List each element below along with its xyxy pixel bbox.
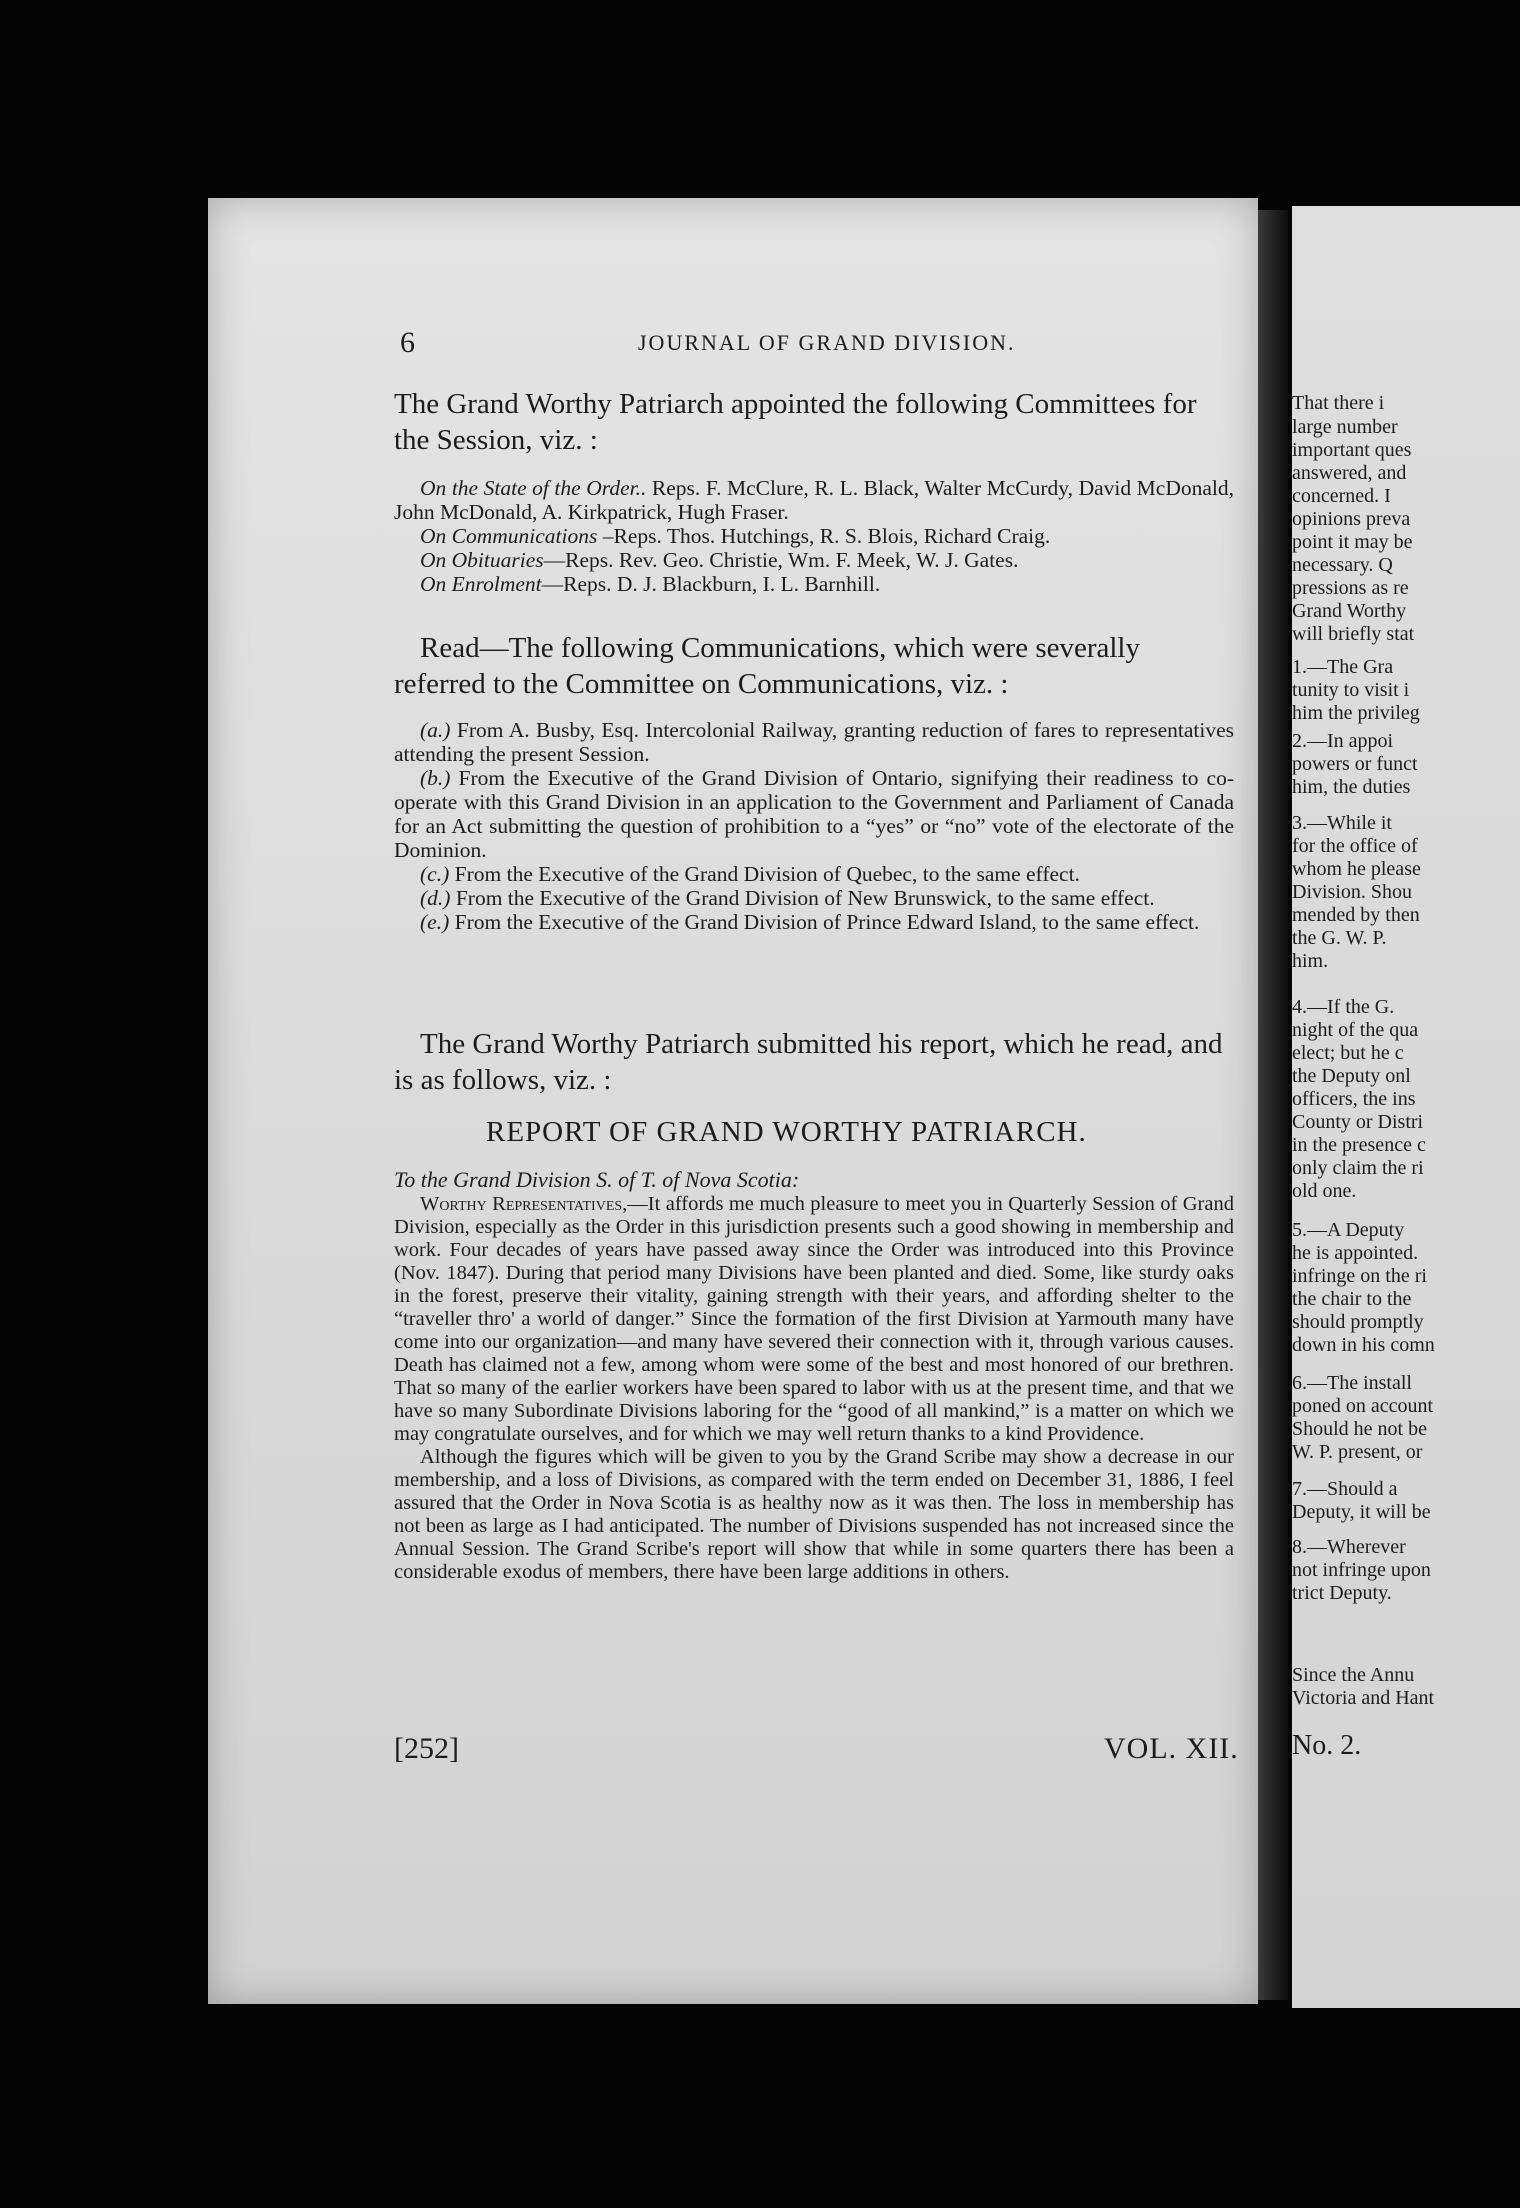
communication-text: From the Executive of the Grand Division of Quebec, to the same effect.	[454, 862, 1080, 886]
facing-line: answered, and	[1292, 462, 1407, 484]
facing-line: 1.—The Gra	[1292, 656, 1394, 678]
committee-members: Reps. F. McClure, R. L. Black, Walter McCurdy, David McDonald, John McDonald, A. Kirkpatrick, Hugh Fraser.	[394, 476, 1234, 524]
facing-line: pressions as re	[1292, 577, 1409, 599]
facing-line: the chair to the	[1292, 1288, 1412, 1310]
facing-line: large number	[1292, 416, 1398, 438]
committee-members: –Reps. Thos. Hutchings, R. S. Blois, Richard Craig.	[602, 524, 1051, 548]
communication-entry	[394, 766, 1234, 862]
running-head: JOURNAL OF GRAND DIVISION.	[638, 330, 1016, 355]
facing-line: powers or funct	[1292, 753, 1418, 775]
committee-list	[394, 476, 1234, 596]
communication-text: From the Executive of the Grand Division of Prince Edward Island, to the same effect.	[454, 910, 1200, 934]
facing-line: he is appointed.	[1292, 1242, 1419, 1264]
book-gutter	[1258, 210, 1288, 2000]
communication-label: (b.)	[420, 766, 451, 790]
facing-line: night of the qua	[1292, 1019, 1419, 1041]
report-intro	[394, 1026, 1234, 1098]
report-paragraph: Although the figures which will be given to you by the Grand Scribe may show a decrease in our membership, and a loss of Divisions, as compared with the term ended on December 31, 1886, I feel assured that the Order in Nova Scotia is as healthy now as it was then. The loss in membership has not been as large as I had anticipated. The number of Divisions suspended has not increased since the Annual Session. The Grand Scribe's report will show that while in some quarters there has been a considerable exodus of members, there have been large additions in others.	[394, 1446, 1234, 1583]
committee-title: On Obituaries	[420, 548, 544, 572]
facing-line: the Deputy onl	[1292, 1065, 1411, 1087]
facing-line: 2.—In appoi	[1292, 730, 1394, 752]
communication-entry	[394, 718, 1234, 766]
scanned-page-left	[208, 198, 1258, 2004]
communication-label: (e.)	[420, 910, 450, 934]
facing-line: infringe on the ri	[1292, 1265, 1427, 1287]
facing-page-number: No. 2.	[1292, 1730, 1362, 1761]
facing-line: him.	[1292, 950, 1329, 972]
facing-line: Division. Shou	[1292, 881, 1413, 903]
communication-label: (a.)	[420, 718, 451, 742]
report-intro-text: The Grand Worthy Patriarch submitted his report, which he read, and is as follows, viz. :	[394, 1028, 1223, 1096]
report-title: REPORT OF GRAND WORTHY PATRIARCH.	[486, 1116, 1087, 1148]
facing-line: old one.	[1292, 1180, 1357, 1202]
facing-line: 3.—While it	[1292, 812, 1392, 834]
facing-line: for the office of	[1292, 835, 1418, 857]
facing-line: opinions preva	[1292, 508, 1411, 530]
facing-line: elect; but he c	[1292, 1042, 1404, 1064]
report-paragraph	[394, 1193, 1234, 1446]
facing-line: concerned. I	[1292, 485, 1391, 507]
communications-list	[394, 718, 1234, 934]
facing-line: mended by then	[1292, 904, 1420, 926]
scanned-page-right	[1292, 206, 1520, 2008]
signature-mark: [252]	[394, 1732, 459, 1765]
facing-line: whom he please	[1292, 858, 1421, 880]
facing-line: necessary. Q	[1292, 554, 1393, 576]
facing-line: Deputy, it will be	[1292, 1501, 1431, 1523]
communications-intro	[394, 630, 1234, 702]
facing-line: 7.—Should a	[1292, 1478, 1398, 1500]
committee-entry	[394, 476, 1234, 524]
committees-intro	[394, 386, 1234, 458]
facing-line: W. P. present, or	[1292, 1441, 1423, 1463]
committee-title: On the State of the Order..	[420, 476, 647, 500]
facing-line: Since the Annu	[1292, 1664, 1415, 1686]
facing-line: poned on account	[1292, 1395, 1434, 1417]
facing-line: 6.—The install	[1292, 1372, 1412, 1394]
facing-line: 8.—Wherever	[1292, 1536, 1406, 1558]
committees-intro-text: The Grand Worthy Patriarch appointed the following Committees for the Session, viz. :	[394, 388, 1197, 456]
facing-line: the G. W. P.	[1292, 927, 1387, 949]
paragraph-lead: Worthy Representatives,	[420, 1193, 628, 1215]
volume-mark: VOL. XII.	[1104, 1732, 1239, 1765]
facing-line: officers, the ins	[1292, 1088, 1416, 1110]
committee-members: —Reps. Rev. Geo. Christie, Wm. F. Meek, W. J. Gates.	[543, 548, 1019, 572]
facing-line: him the privileg	[1292, 702, 1420, 724]
facing-line: Grand Worthy	[1292, 600, 1407, 622]
communications-intro-text: Read—The following Communications, which were severally referred to the Committee on Communications, viz. :	[394, 632, 1140, 700]
facing-line: tunity to visit i	[1292, 679, 1410, 701]
facing-line: County or Distri	[1292, 1111, 1424, 1133]
facing-line: in the presence c	[1292, 1134, 1426, 1156]
page-number: 6	[400, 326, 415, 359]
facing-line: important ques	[1292, 439, 1412, 461]
facing-line: 5.—A Deputy	[1292, 1219, 1405, 1241]
communication-entry	[394, 910, 1234, 934]
facing-line: 4.—If the G.	[1292, 996, 1395, 1018]
communication-text: From the Executive of the Grand Division of New Brunswick, to the same effect.	[455, 886, 1155, 910]
facing-line: him, the duties	[1292, 776, 1411, 798]
committee-title: On Enrolment	[420, 572, 542, 596]
facing-line: point it may be	[1292, 531, 1413, 553]
facing-line: not infringe upon	[1292, 1559, 1431, 1581]
committee-entry	[394, 524, 1234, 548]
committee-members: —Reps. D. J. Blackburn, I. L. Barnhill.	[541, 572, 881, 596]
communication-label: (d.)	[420, 886, 451, 910]
facing-line: Should he not be	[1292, 1418, 1427, 1440]
committee-entry	[394, 548, 1234, 572]
committee-entry	[394, 572, 1234, 596]
communication-text: From A. Busby, Esq. Intercolonial Railway, granting reduction of fares to representatives attending the present Session.	[394, 718, 1234, 766]
communication-entry	[394, 886, 1234, 910]
communication-entry	[394, 862, 1234, 886]
facing-line: That there i	[1292, 392, 1385, 414]
paragraph-text: —It affords me much pleasure to meet you in Quarterly Session of Grand Division, especially as the Order in this jurisdiction presents such a good showing in membership and work. Four decades of years have passed away since the Order was introduced into this Province (Nov. 1847). During that period many Divisions have been planted and died. Some, like sturdy oaks in the forest, preserve their vitality, gaining strength with their years, and affording shelter to the “traveller thro' a world of danger.” Since the formation of the first Division at Yarmouth many have come into our organization—and many have severed their connection with it, through various causes. Death has claimed not a few, among whom were some of the best and most honored of our brethren. That so many of the earlier workers have been spared to labor with us at the present time, and that we have so many Subordinate Divisions laboring for the “good of all mankind,” is a matter on which we may congratulate ourselves, and for which we may well return thanks to a kind Providence.	[394, 1193, 1234, 1445]
facing-line: down in his comn	[1292, 1334, 1435, 1356]
facing-line: only claim the ri	[1292, 1157, 1424, 1179]
facing-line: will briefly stat	[1292, 623, 1415, 645]
report-body	[394, 1168, 1234, 1584]
facing-line: should promptly	[1292, 1311, 1424, 1333]
facing-line: trict Deputy.	[1292, 1582, 1392, 1604]
committee-title: On Communications	[420, 524, 598, 548]
salutation: To the Grand Division S. of T. of Nova Scotia:	[394, 1167, 800, 1192]
facing-line: Victoria and Hant	[1292, 1687, 1435, 1709]
communication-text: From the Executive of the Grand Division of Ontario, signifying their readiness to co-operate with this Grand Division in an application to the Government and Parliament of Canada for an Act submitting the question of prohibition to a “yes” or “no” vote of the electorate of the Dominion.	[394, 766, 1234, 862]
communication-label: (c.)	[420, 862, 450, 886]
